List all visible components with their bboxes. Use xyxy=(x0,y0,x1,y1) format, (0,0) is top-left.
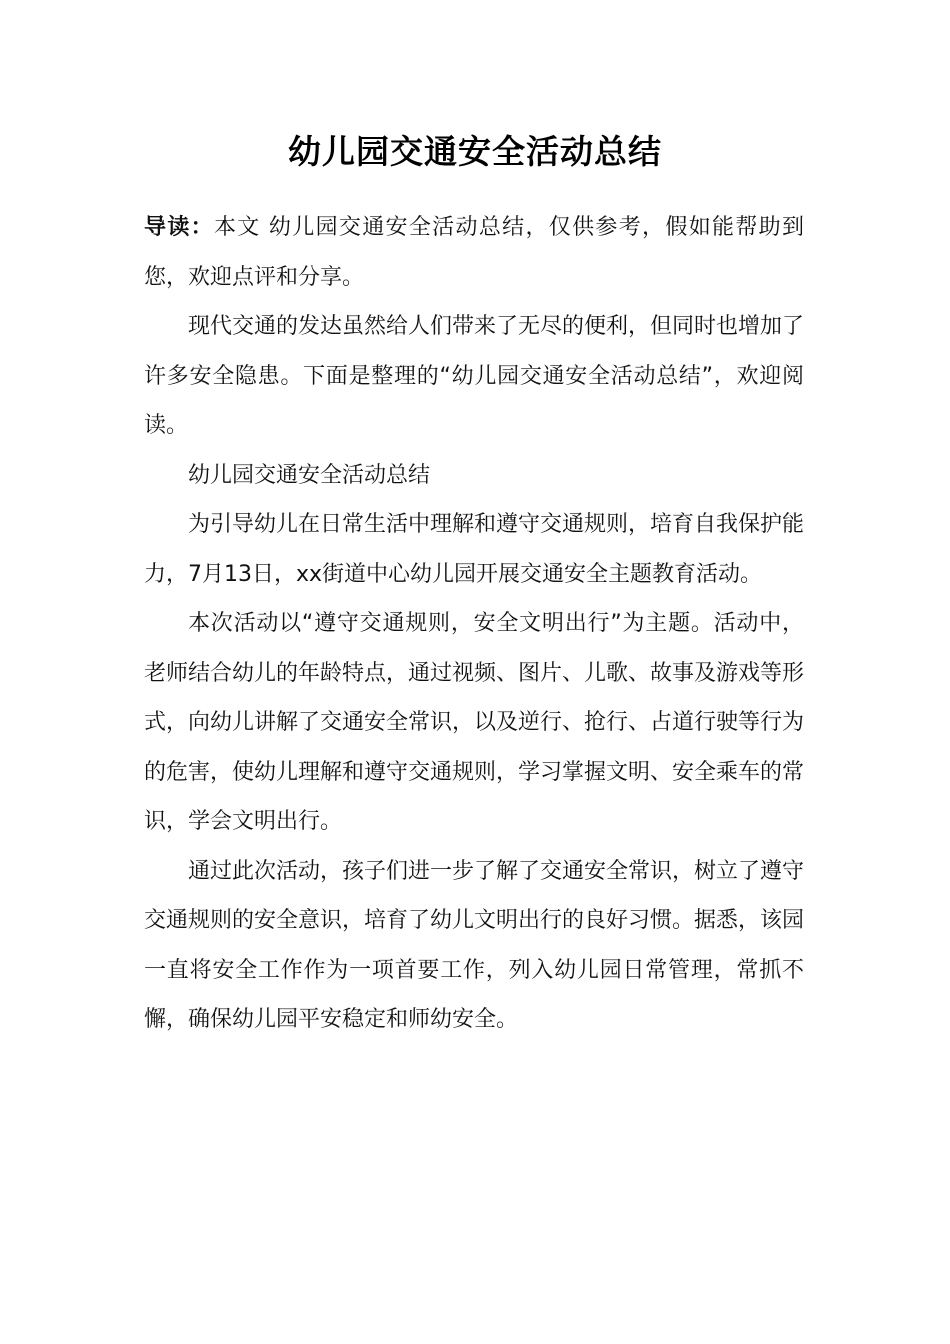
body-paragraph-intro: 现代交通的发达虽然给人们带来了无尽的便利，但同时也增加了许多安全隐患。下面是整理的“幼儿园交通安全活动总结”，欢迎阅读。 xyxy=(144,314,805,438)
lead-paragraph xyxy=(144,203,804,302)
lead-label: 导读： xyxy=(144,215,214,240)
body-subheading: 幼儿园交通安全活动总结 xyxy=(188,462,431,488)
body-paragraph-activity: 本次活动以“遵守交通规则，安全文明出行”为主题。活动中，老师结合幼儿的年龄特点，通过视频、图片、儿歌、故事及游戏等形式，向幼儿讲解了交通安全常识，以及逆行、抢行、占道行驶等行为的危害，使幼儿理解和遵守交通规则，学习掌握文明、安全乘车的常识，学会文明出行。 xyxy=(144,611,805,834)
document-title: 幼儿园交通安全活动总结 xyxy=(288,132,662,171)
body-paragraph-event: 为引导幼儿在日常生活中理解和遵守交通规则，培育自我保护能力，7月13日，xx街道中心幼儿园开展交通安全主题教育活动。 xyxy=(144,512,805,587)
document-body xyxy=(144,203,804,1045)
lead-text: 本文 幼儿园交通安全活动总结，仅供参考，假如能帮助到您，欢迎点评和分享。 xyxy=(144,215,804,290)
body-paragraph-conclusion: 通过此次活动，孩子们进一步了解了交通安全常识，树立了遵守交通规则的安全意识，培育了幼儿文明出行的良好习惯。据悉，该园一直将安全工作作为一项首要工作，列入幼儿园日常管理，常抓不懈，确保幼儿园平安稳定和师幼安全。 xyxy=(144,858,805,1032)
